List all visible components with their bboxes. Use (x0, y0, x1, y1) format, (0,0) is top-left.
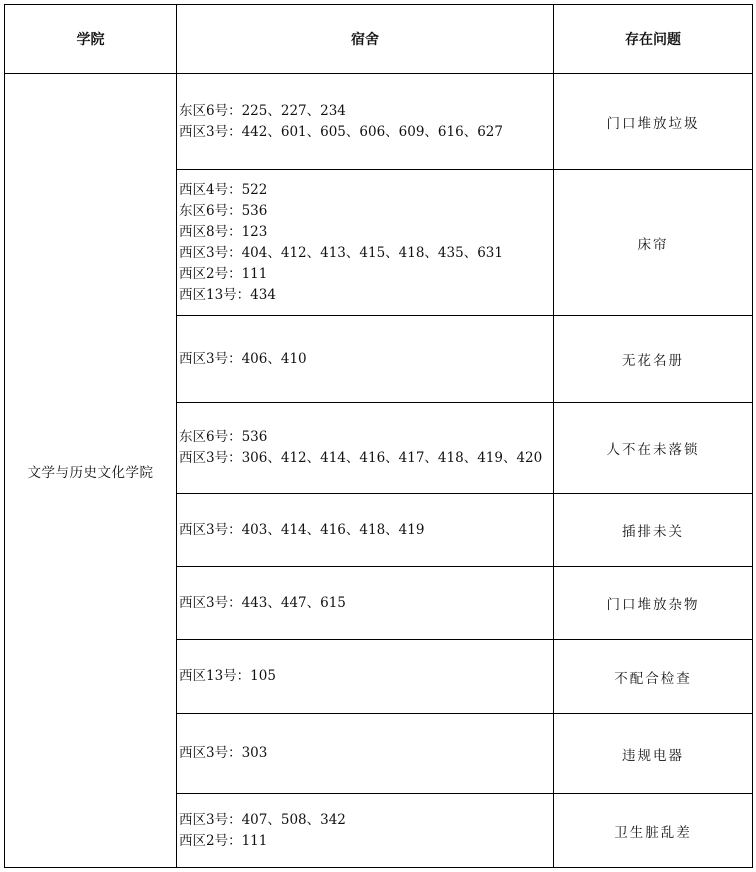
dorm-line: 东区6号：536 (179, 429, 268, 445)
header-dorm: 宿舍 (177, 5, 554, 74)
issue-cell: 无花名册 (554, 316, 753, 403)
dorm-line: 西区3号：404、412、413、415、418、435、631 (179, 244, 503, 261)
dorm-cell (177, 567, 554, 640)
header-row (5, 5, 753, 74)
dorm-cell (177, 640, 554, 714)
dorm-cell (177, 316, 554, 403)
dorm-line: 西区3号：406、410 (179, 350, 307, 367)
dorm-cell (177, 494, 554, 567)
dorm-cell (177, 74, 554, 170)
dorm-line: 西区4号：522 (179, 181, 268, 198)
dorm-cell (177, 170, 554, 316)
header-college: 学院 (5, 5, 177, 74)
dorm-line: 西区3号：443、447、615 (179, 594, 346, 611)
dorm-line: 西区3号：306、412、414、416、417、418、419、420 (179, 450, 543, 466)
dorm-line: 西区13号：434 (179, 286, 276, 303)
dorm-line: 西区3号：403、414、416、418、419 (179, 521, 425, 538)
issue-cell: 门口堆放杂物 (554, 567, 753, 640)
dorm-line: 西区3号：407、508、342 (179, 811, 346, 828)
header-issue: 存在问题 (554, 5, 753, 74)
dorm-line: 西区13号：105 (179, 668, 276, 684)
issue-cell: 人不在未落锁 (554, 403, 753, 494)
dorm-line: 西区2号：111 (179, 832, 268, 849)
table-row (5, 74, 753, 170)
dorm-cell (177, 403, 554, 494)
dorm-cell (177, 714, 554, 794)
issue-cell: 门口堆放垃圾 (554, 74, 753, 170)
dorm-line: 东区6号：536 (179, 202, 268, 219)
dorm-line: 西区8号：123 (179, 223, 268, 240)
dorm-line: 西区3号：303 (179, 745, 268, 761)
issue-cell: 不配合检查 (554, 640, 753, 714)
dorm-line: 西区2号：111 (179, 265, 268, 282)
issue-cell: 床帘 (554, 170, 753, 316)
dorm-cell (177, 794, 554, 868)
inspection-table (4, 4, 753, 868)
dorm-line: 东区6号：225、227、234 (179, 102, 346, 119)
issue-cell: 违规电器 (554, 714, 753, 794)
issue-cell: 插排未关 (554, 494, 753, 567)
issue-cell: 卫生脏乱差 (554, 794, 753, 868)
dorm-line: 西区3号：442、601、605、606、609、616、627 (179, 123, 503, 140)
college-cell: 文学与历史文化学院 (5, 74, 177, 868)
